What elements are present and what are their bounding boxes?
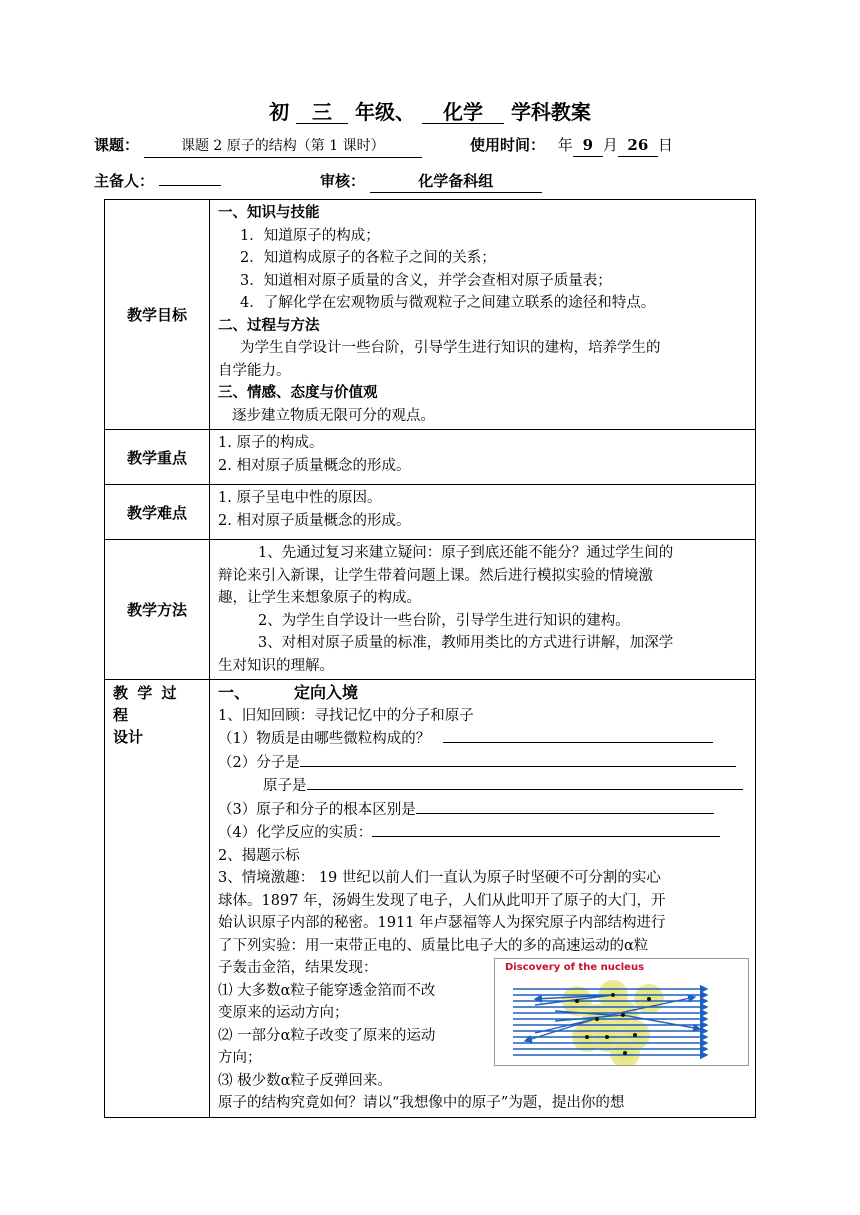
question-text: （1）物质是由哪些微粒构成的？ — [218, 731, 431, 747]
question-text: 原子是 — [263, 778, 307, 794]
preparer-row — [94, 170, 221, 191]
figure-title: Discovery of the nucleus — [505, 962, 645, 973]
lesson-plan-table — [104, 199, 756, 1118]
subject-value: 化学 — [422, 101, 504, 124]
method-line: 辩论来引入新课，让学生带着问题上课。然后进行模拟实验的情境激 — [218, 567, 653, 584]
title-prefix: 初 — [269, 100, 290, 124]
process-row — [105, 680, 756, 1118]
objectives-heading-3: 三、情感、态度与价值观 — [218, 385, 378, 401]
day-value: 26 — [618, 134, 658, 157]
method-line: 趣，让学生来想象原子的构成。 — [218, 590, 421, 606]
difficulties-label: 教学难点 — [105, 485, 210, 540]
methods-label: 教学方法 — [105, 540, 210, 680]
method-line: 1、先通过复习来建立疑问：原子到底还能不能分？通过学生间的 — [258, 545, 674, 561]
methods-row — [105, 540, 756, 680]
difficulty-item: 2. 相对原子质量概念的形成。 — [218, 512, 411, 529]
key-points-label: 教学重点 — [105, 430, 210, 485]
scenario-line: 始认识原子内部的秘密。1911 年卢瑟福等人为探究原子内部结构进行 — [218, 915, 666, 931]
finding-line: 方向； — [218, 1050, 262, 1066]
key-point-item: 2. 相对原子质量概念的形成。 — [218, 457, 411, 474]
process-content — [210, 680, 756, 1118]
question-text: （4）化学反应的实质： — [218, 825, 373, 841]
objectives-text: 自学能力。 — [218, 362, 291, 379]
preparer-value — [159, 185, 221, 186]
finding-line: ⑴ 大多数α粒子能穿透金箔而不改 — [218, 982, 436, 999]
topic-label: 课题： — [94, 136, 140, 154]
process-section-heading — [218, 682, 747, 705]
method-line: 3、对相对原子质量的标准，教师用类比的方式进行讲解，加深学 — [258, 635, 674, 651]
section-number: 一、 — [218, 683, 251, 702]
methods-content — [210, 540, 756, 680]
objective-item: 3．知道相对原子质量的含义，并学会查相对原子质量表； — [240, 272, 612, 289]
objectives-heading-2: 二、过程与方法 — [218, 317, 320, 334]
question-text: （2）分子是 — [218, 754, 300, 771]
objective-item: 2．知道构成原子的各粒子之间的关系； — [240, 250, 496, 266]
time-label: 使用时间： — [470, 136, 546, 154]
month-char: 月 — [602, 136, 618, 154]
topic-value: 课题 2 原子的结构（第 1 课时） — [144, 135, 422, 158]
year-char: 年 — [557, 136, 573, 154]
objectives-row — [105, 200, 756, 430]
month-value: 9 — [573, 134, 603, 157]
title-suffix: 学科教案 — [510, 100, 591, 124]
answer-blank[interactable] — [307, 774, 743, 790]
scenario-line: 子轰击金箔，结果发现： — [218, 960, 378, 976]
time-row — [470, 134, 673, 157]
gold-foil-diagram — [495, 959, 748, 1065]
reviewer-row — [320, 170, 542, 193]
objectives-heading-1: 一、知识与技能 — [218, 205, 320, 221]
rutherford-experiment-figure — [494, 958, 749, 1066]
objectives-text: 逐步建立物质无限可分的观点。 — [232, 407, 435, 424]
answer-blank[interactable] — [372, 821, 720, 837]
preparer-label: 主备人： — [94, 172, 155, 190]
grade-value: 三 — [296, 101, 348, 124]
scenario-line: 球体。1897 年，汤姆生发现了电子，人们从此叩开了原子的大门，开 — [218, 892, 666, 909]
scenario-line: 3、情境激趣： 19 世纪以前人们一直认为原子时坚硬不可分割的实心 — [218, 870, 661, 886]
title-mid: 年级、 — [355, 100, 415, 124]
question-3 — [218, 798, 747, 822]
finding-line: ⑶ 极少数α粒子反弹回来。 — [218, 1072, 392, 1089]
closing-line: 原子的结构究竟如何？请以“我想像中的原子”为题，提出你的想 — [218, 1095, 625, 1111]
objectives-text: 为学生自学设计一些台阶，引导学生进行知识的建构，培养学生的 — [240, 340, 661, 356]
answer-blank[interactable] — [443, 727, 713, 743]
method-line: 生对知识的理解。 — [218, 657, 334, 674]
difficulty-item: 1. 原子呈电中性的原因。 — [218, 490, 382, 506]
section-title: 定向入境 — [294, 683, 359, 702]
scenario-line: 了下列实验：用一束带正电的、质量比电子大的多的高速运动的α粒 — [218, 937, 649, 954]
objectives-content — [210, 200, 756, 430]
objectives-label: 教学目标 — [105, 200, 210, 430]
answer-blank[interactable] — [416, 798, 714, 814]
difficulties-row — [105, 485, 756, 540]
question-2b — [218, 774, 747, 798]
reviewer-label: 审核： — [320, 172, 366, 190]
finding-line: ⑵ 一部分α粒子改变了原来的运动 — [218, 1027, 436, 1044]
reviewer-value: 化学备科组 — [370, 170, 542, 193]
key-points-row — [105, 430, 756, 485]
key-point-item: 1. 原子的构成。 — [218, 435, 324, 451]
page-title — [0, 96, 860, 125]
difficulties-content — [210, 485, 756, 540]
finding-line: 变原来的运动方向； — [218, 1005, 349, 1021]
question-4 — [218, 821, 747, 845]
process-label-line: 教 学 过 程 — [113, 684, 179, 724]
question-2 — [218, 751, 747, 775]
objective-item: 1．知道原子的构成； — [240, 227, 380, 244]
process-label — [105, 680, 210, 1118]
answer-blank[interactable] — [300, 751, 736, 767]
process-step: 1、旧知回顾：寻找记忆中的分子和原子 — [218, 707, 474, 724]
key-points-content — [210, 430, 756, 485]
question-1 — [218, 727, 747, 751]
topic-row — [94, 134, 422, 158]
method-line: 2、为学生自学设计一些台阶，引导学生进行知识的建构。 — [258, 612, 630, 629]
day-char: 日 — [657, 136, 673, 154]
process-label-line: 设计 — [113, 728, 144, 746]
question-text: （3）原子和分子的根本区别是 — [218, 801, 416, 818]
objective-item: 4．了解化学在宏观物质与微观粒子之间建立联系的途径和特点。 — [240, 295, 656, 311]
process-step: 2、揭题示标 — [218, 847, 300, 864]
